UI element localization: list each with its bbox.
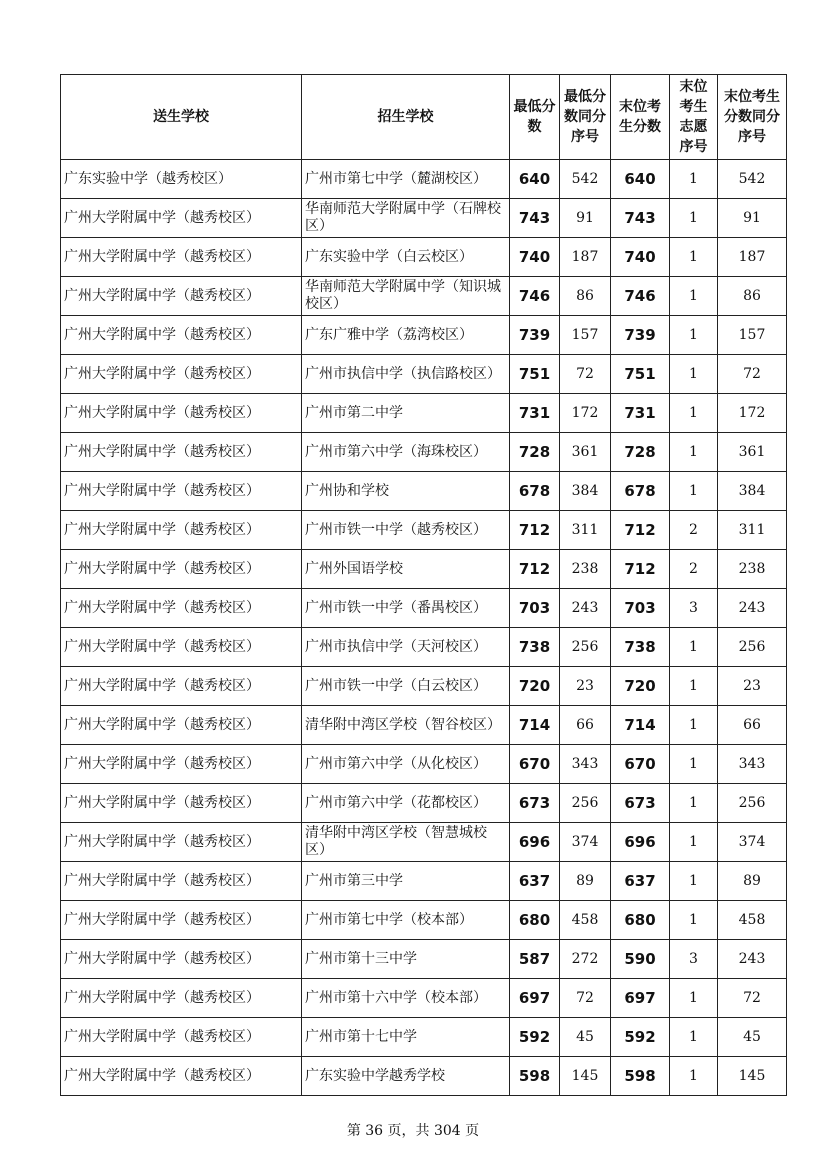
min-score-rank-cell: 187 (560, 238, 611, 277)
last-choice-cell: 1 (670, 277, 718, 316)
min-score-cell: 739 (510, 316, 560, 355)
min-score-cell: 738 (510, 628, 560, 667)
last-score-rank-cell: 256 (718, 628, 787, 667)
last-score-cell: 678 (611, 472, 670, 511)
last-score-rank-cell: 86 (718, 277, 787, 316)
sending-school-cell: 广州大学附属中学（越秀校区） (61, 394, 302, 433)
admitting-school-cell: 广州市执信中学（天河校区） (302, 628, 510, 667)
last-choice-cell: 3 (670, 589, 718, 628)
header-admitting-school: 招生学校 (302, 75, 510, 160)
sending-school-cell: 广东实验中学（越秀校区） (61, 160, 302, 199)
last-score-rank-cell: 45 (718, 1018, 787, 1057)
last-score-rank-cell: 91 (718, 199, 787, 238)
last-score-rank-cell: 89 (718, 862, 787, 901)
last-score-cell: 592 (611, 1018, 670, 1057)
admitting-school-cell: 广东实验中学越秀学校 (302, 1057, 510, 1096)
min-score-rank-cell: 91 (560, 199, 611, 238)
min-score-cell: 743 (510, 199, 560, 238)
min-score-cell: 637 (510, 862, 560, 901)
table-row (61, 355, 787, 394)
last-choice-cell: 1 (670, 433, 718, 472)
sending-school-cell: 广州大学附属中学（越秀校区） (61, 862, 302, 901)
sending-school-cell: 广州大学附属中学（越秀校区） (61, 940, 302, 979)
sending-school-cell: 广州大学附属中学（越秀校区） (61, 472, 302, 511)
min-score-rank-cell: 23 (560, 667, 611, 706)
table-row (61, 784, 787, 823)
sending-school-cell: 广州大学附属中学（越秀校区） (61, 1018, 302, 1057)
admitting-school-cell: 广州市第六中学（海珠校区） (302, 433, 510, 472)
last-score-cell: 739 (611, 316, 670, 355)
table-row (61, 706, 787, 745)
table-row (61, 433, 787, 472)
last-score-rank-cell: 145 (718, 1057, 787, 1096)
last-score-cell: 746 (611, 277, 670, 316)
last-score-rank-cell: 256 (718, 784, 787, 823)
sending-school-cell: 广州大学附属中学（越秀校区） (61, 667, 302, 706)
sending-school-cell: 广州大学附属中学（越秀校区） (61, 511, 302, 550)
min-score-cell: 703 (510, 589, 560, 628)
last-score-cell: 731 (611, 394, 670, 433)
min-score-cell: 714 (510, 706, 560, 745)
table-row (61, 550, 787, 589)
admitting-school-cell: 广州市第七中学（校本部） (302, 901, 510, 940)
header-min-score-rank: 最低分数同分序号 (560, 75, 611, 160)
table-row (61, 277, 787, 316)
min-score-cell: 680 (510, 901, 560, 940)
last-score-cell: 738 (611, 628, 670, 667)
min-score-cell: 678 (510, 472, 560, 511)
min-score-rank-cell: 172 (560, 394, 611, 433)
sending-school-cell: 广州大学附属中学（越秀校区） (61, 745, 302, 784)
admitting-school-cell: 广州市执信中学（执信路校区） (302, 355, 510, 394)
last-score-cell: 720 (611, 667, 670, 706)
min-score-cell: 592 (510, 1018, 560, 1057)
table-body (61, 160, 787, 1096)
sending-school-cell: 广州大学附属中学（越秀校区） (61, 823, 302, 862)
last-score-rank-cell: 238 (718, 550, 787, 589)
last-score-rank-cell: 23 (718, 667, 787, 706)
min-score-rank-cell: 145 (560, 1057, 611, 1096)
min-score-rank-cell: 45 (560, 1018, 611, 1057)
admitting-school-cell: 广州市第七中学（麓湖校区） (302, 160, 510, 199)
last-score-rank-cell: 66 (718, 706, 787, 745)
table-row (61, 1018, 787, 1057)
last-score-cell: 590 (611, 940, 670, 979)
min-score-rank-cell: 361 (560, 433, 611, 472)
last-choice-cell: 1 (670, 628, 718, 667)
last-choice-cell: 1 (670, 901, 718, 940)
min-score-rank-cell: 66 (560, 706, 611, 745)
last-score-rank-cell: 243 (718, 940, 787, 979)
table-row (61, 511, 787, 550)
table-row (61, 667, 787, 706)
admitting-school-cell: 广州市第六中学（花都校区） (302, 784, 510, 823)
admitting-school-cell: 广州市铁一中学（越秀校区） (302, 511, 510, 550)
header-last-score: 末位考生分数 (611, 75, 670, 160)
min-score-rank-cell: 238 (560, 550, 611, 589)
admitting-school-cell: 广州市第十三中学 (302, 940, 510, 979)
admitting-school-cell: 广东广雅中学（荔湾校区） (302, 316, 510, 355)
last-score-cell: 743 (611, 199, 670, 238)
min-score-cell: 751 (510, 355, 560, 394)
table-row (61, 862, 787, 901)
last-choice-cell: 2 (670, 511, 718, 550)
last-score-rank-cell: 243 (718, 589, 787, 628)
last-choice-cell: 1 (670, 784, 718, 823)
last-choice-cell: 1 (670, 1057, 718, 1096)
last-choice-cell: 1 (670, 1018, 718, 1057)
sending-school-cell: 广州大学附属中学（越秀校区） (61, 550, 302, 589)
table-row (61, 316, 787, 355)
last-choice-cell: 1 (670, 667, 718, 706)
last-score-cell: 670 (611, 745, 670, 784)
min-score-cell: 696 (510, 823, 560, 862)
last-score-rank-cell: 72 (718, 979, 787, 1018)
admitting-school-cell: 广东实验中学（白云校区） (302, 238, 510, 277)
table-row (61, 979, 787, 1018)
min-score-cell: 731 (510, 394, 560, 433)
header-min-score: 最低分数 (510, 75, 560, 160)
min-score-rank-cell: 374 (560, 823, 611, 862)
table-row (61, 472, 787, 511)
last-choice-cell: 1 (670, 745, 718, 784)
table-row (61, 823, 787, 862)
last-score-rank-cell: 542 (718, 160, 787, 199)
sending-school-cell: 广州大学附属中学（越秀校区） (61, 238, 302, 277)
admitting-school-cell: 广州市铁一中学（白云校区） (302, 667, 510, 706)
min-score-rank-cell: 89 (560, 862, 611, 901)
table-row (61, 238, 787, 277)
admitting-school-cell: 广州市第十六中学（校本部） (302, 979, 510, 1018)
table-header-row (61, 75, 787, 160)
admitting-school-cell: 华南师范大学附属中学（知识城校区） (302, 277, 510, 316)
table-row (61, 1057, 787, 1096)
last-score-rank-cell: 458 (718, 901, 787, 940)
sending-school-cell: 广州大学附属中学（越秀校区） (61, 277, 302, 316)
sending-school-cell: 广州大学附属中学（越秀校区） (61, 628, 302, 667)
table-row (61, 199, 787, 238)
last-score-rank-cell: 72 (718, 355, 787, 394)
sending-school-cell: 广州大学附属中学（越秀校区） (61, 316, 302, 355)
last-score-rank-cell: 343 (718, 745, 787, 784)
last-score-cell: 703 (611, 589, 670, 628)
min-score-rank-cell: 384 (560, 472, 611, 511)
last-score-rank-cell: 311 (718, 511, 787, 550)
last-choice-cell: 1 (670, 355, 718, 394)
sending-school-cell: 广州大学附属中学（越秀校区） (61, 355, 302, 394)
last-score-rank-cell: 374 (718, 823, 787, 862)
min-score-rank-cell: 243 (560, 589, 611, 628)
last-score-cell: 728 (611, 433, 670, 472)
min-score-cell: 712 (510, 511, 560, 550)
sending-school-cell: 广州大学附属中学（越秀校区） (61, 433, 302, 472)
admitting-school-cell: 广州市第十七中学 (302, 1018, 510, 1057)
last-score-cell: 712 (611, 511, 670, 550)
table-row (61, 394, 787, 433)
last-score-rank-cell: 172 (718, 394, 787, 433)
sending-school-cell: 广州大学附属中学（越秀校区） (61, 706, 302, 745)
admitting-school-cell: 广州市第六中学（从化校区） (302, 745, 510, 784)
min-score-rank-cell: 256 (560, 628, 611, 667)
min-score-rank-cell: 272 (560, 940, 611, 979)
sending-school-cell: 广州大学附属中学（越秀校区） (61, 1057, 302, 1096)
table-row (61, 901, 787, 940)
admissions-table (60, 74, 787, 1096)
min-score-cell: 746 (510, 277, 560, 316)
last-score-rank-cell: 157 (718, 316, 787, 355)
table-row (61, 589, 787, 628)
min-score-rank-cell: 72 (560, 355, 611, 394)
min-score-cell: 587 (510, 940, 560, 979)
table-row (61, 745, 787, 784)
sending-school-cell: 广州大学附属中学（越秀校区） (61, 901, 302, 940)
min-score-cell: 697 (510, 979, 560, 1018)
sending-school-cell: 广州大学附属中学（越秀校区） (61, 979, 302, 1018)
last-choice-cell: 1 (670, 316, 718, 355)
last-score-rank-cell: 384 (718, 472, 787, 511)
last-choice-cell: 1 (670, 160, 718, 199)
admitting-school-cell: 广州市第二中学 (302, 394, 510, 433)
admitting-school-cell: 清华附中湾区学校（智谷校区） (302, 706, 510, 745)
last-choice-cell: 1 (670, 823, 718, 862)
last-score-cell: 598 (611, 1057, 670, 1096)
table-row (61, 940, 787, 979)
min-score-cell: 598 (510, 1057, 560, 1096)
min-score-rank-cell: 72 (560, 979, 611, 1018)
header-sending-school: 送生学校 (61, 75, 302, 160)
last-choice-cell: 1 (670, 238, 718, 277)
last-choice-cell: 1 (670, 394, 718, 433)
min-score-cell: 720 (510, 667, 560, 706)
min-score-cell: 670 (510, 745, 560, 784)
admitting-school-cell: 广州市第三中学 (302, 862, 510, 901)
min-score-rank-cell: 458 (560, 901, 611, 940)
last-choice-cell: 1 (670, 706, 718, 745)
table-row (61, 628, 787, 667)
admitting-school-cell: 广州外国语学校 (302, 550, 510, 589)
last-score-rank-cell: 361 (718, 433, 787, 472)
admitting-school-cell: 广州市铁一中学（番禺校区） (302, 589, 510, 628)
min-score-rank-cell: 157 (560, 316, 611, 355)
last-score-rank-cell: 187 (718, 238, 787, 277)
admitting-school-cell: 华南师范大学附属中学（石牌校区） (302, 199, 510, 238)
last-score-cell: 751 (611, 355, 670, 394)
last-choice-cell: 1 (670, 472, 718, 511)
min-score-cell: 740 (510, 238, 560, 277)
sending-school-cell: 广州大学附属中学（越秀校区） (61, 784, 302, 823)
last-score-cell: 714 (611, 706, 670, 745)
page-footer: 第 36 页，共 304 页 (346, 1123, 480, 1139)
last-score-cell: 680 (611, 901, 670, 940)
min-score-cell: 640 (510, 160, 560, 199)
last-choice-cell: 3 (670, 940, 718, 979)
last-score-cell: 640 (611, 160, 670, 199)
min-score-cell: 712 (510, 550, 560, 589)
last-score-cell: 673 (611, 784, 670, 823)
sending-school-cell: 广州大学附属中学（越秀校区） (61, 589, 302, 628)
admitting-school-cell: 广州协和学校 (302, 472, 510, 511)
min-score-cell: 673 (510, 784, 560, 823)
min-score-rank-cell: 542 (560, 160, 611, 199)
min-score-rank-cell: 343 (560, 745, 611, 784)
table-row (61, 160, 787, 199)
admitting-school-cell: 清华附中湾区学校（智慧城校区） (302, 823, 510, 862)
min-score-cell: 728 (510, 433, 560, 472)
last-choice-cell: 1 (670, 979, 718, 1018)
min-score-rank-cell: 311 (560, 511, 611, 550)
min-score-rank-cell: 256 (560, 784, 611, 823)
last-score-cell: 697 (611, 979, 670, 1018)
last-choice-cell: 1 (670, 862, 718, 901)
last-score-cell: 696 (611, 823, 670, 862)
header-last-score-rank: 末位考生分数同分序号 (718, 75, 787, 160)
last-score-cell: 740 (611, 238, 670, 277)
last-score-cell: 637 (611, 862, 670, 901)
sending-school-cell: 广州大学附属中学（越秀校区） (61, 199, 302, 238)
last-choice-cell: 2 (670, 550, 718, 589)
min-score-rank-cell: 86 (560, 277, 611, 316)
last-score-cell: 712 (611, 550, 670, 589)
last-choice-cell: 1 (670, 199, 718, 238)
header-last-choice: 末位考生志愿序号 (670, 75, 718, 160)
